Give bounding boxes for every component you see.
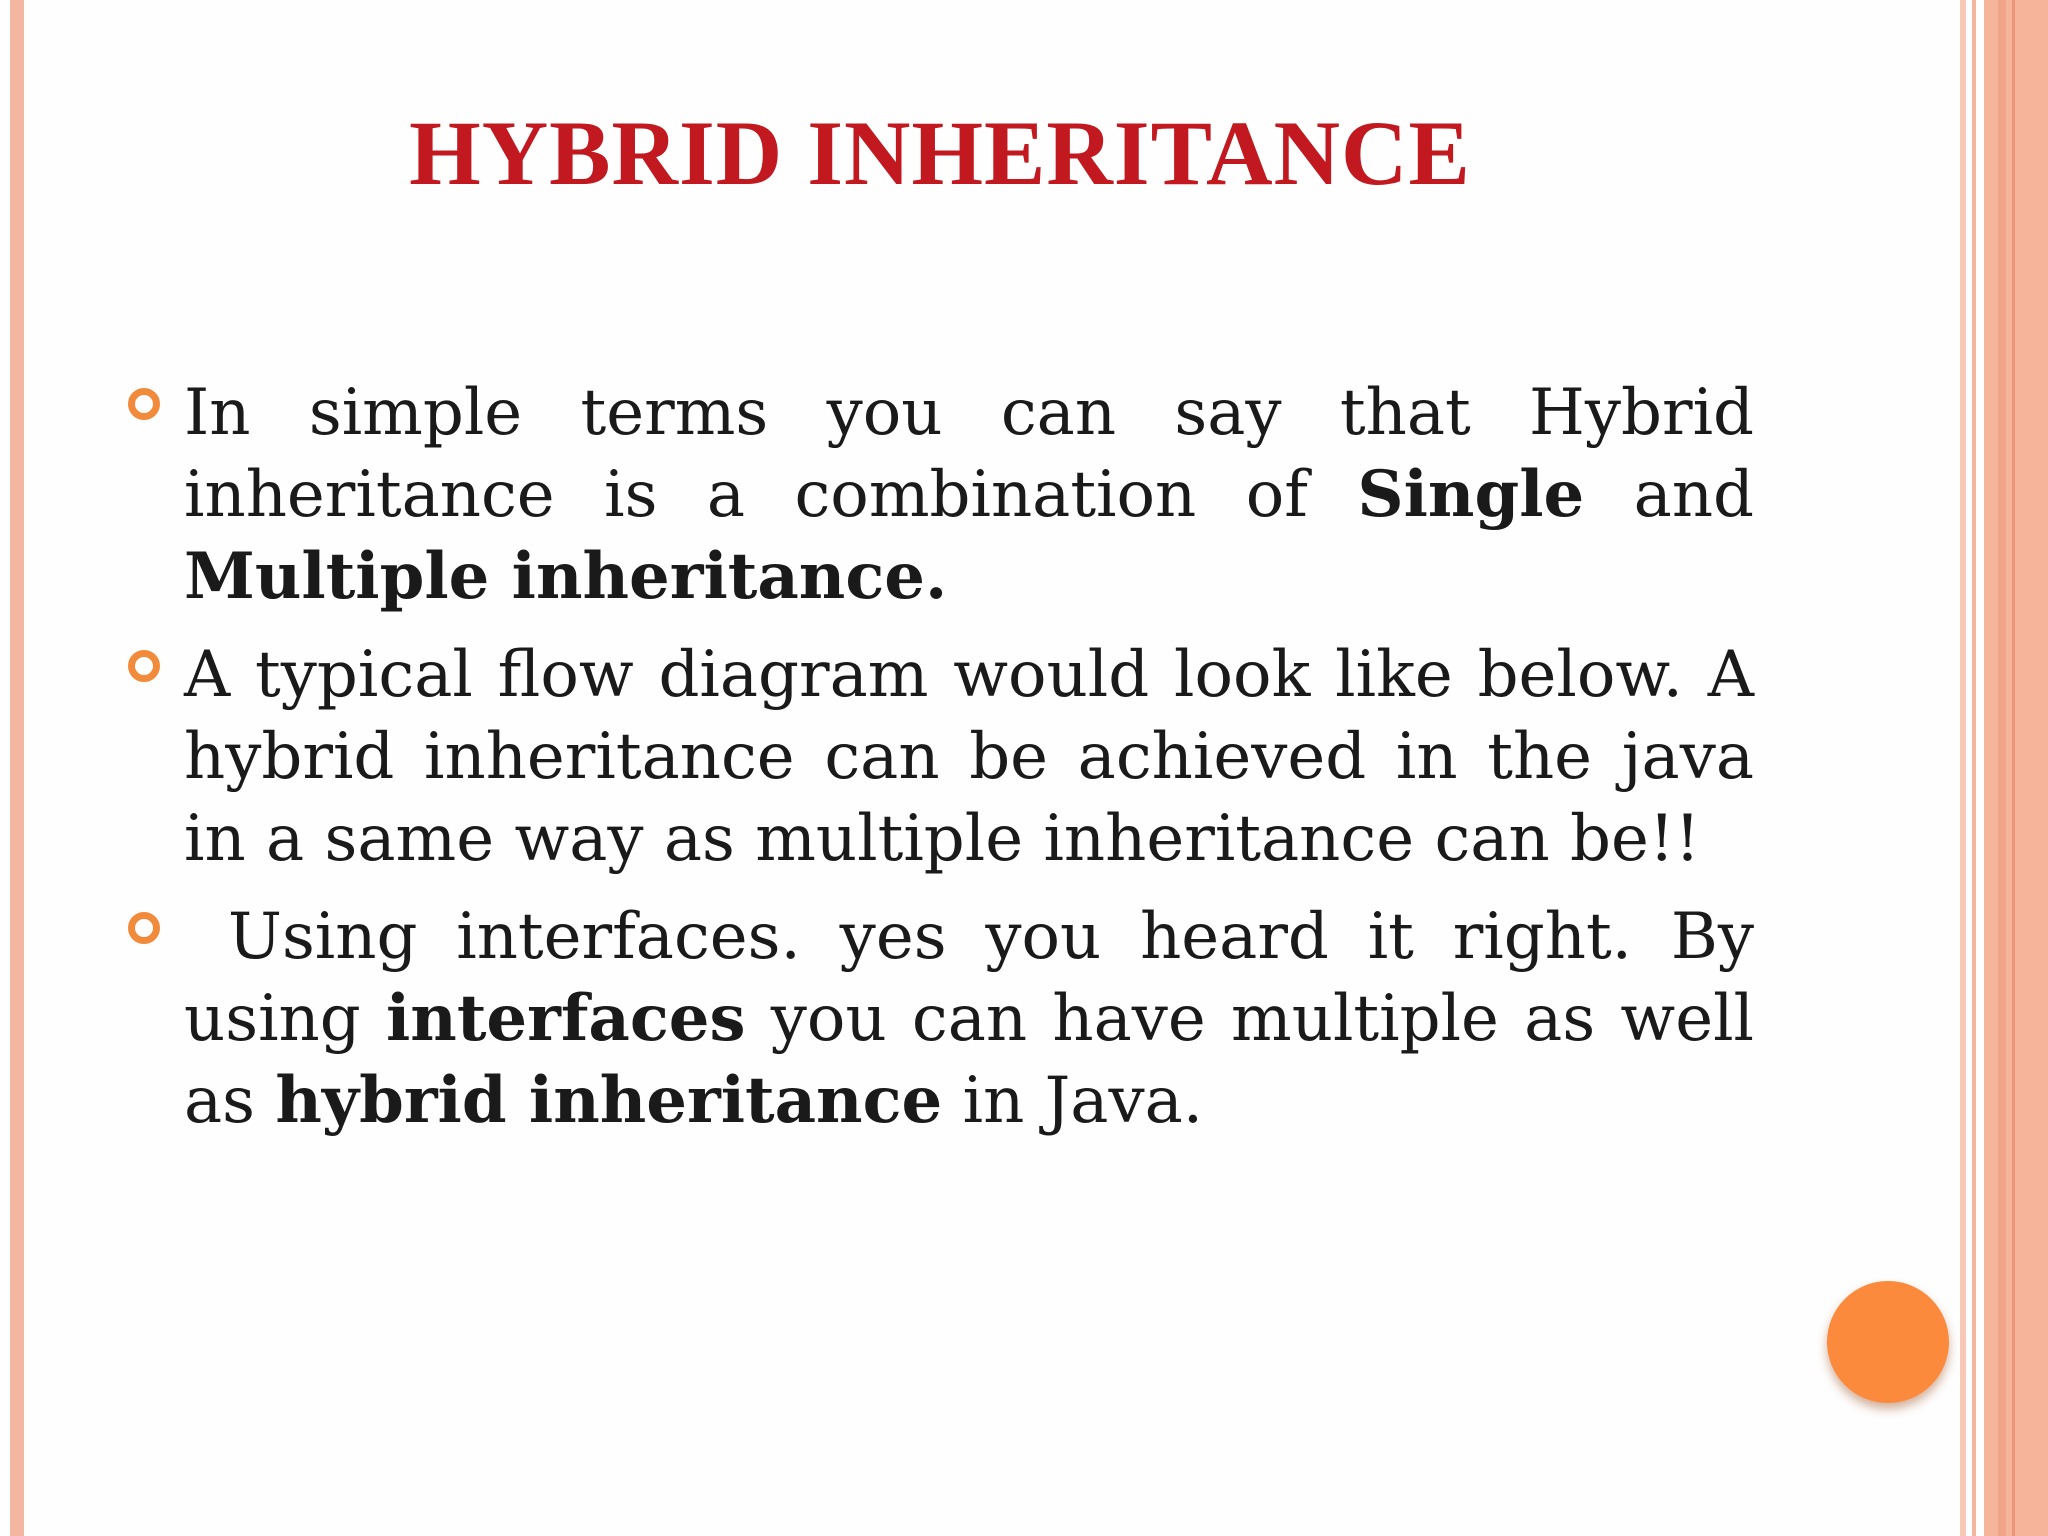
- bullet-text-bold: Single: [1357, 457, 1585, 532]
- bullet-text-segment: In simple terms you can say that Hybrid inheritance is a combination of: [184, 376, 1754, 532]
- bullet-text-segment: A typical flow diagram would look like below. A hybrid inheritance can be achieved in the java in a same way as multiple inheritance can be!!: [184, 638, 1754, 876]
- ring-bullet-icon: [128, 912, 160, 944]
- ring-bullet-icon: [128, 650, 160, 682]
- bullet-text: [184, 896, 1754, 1142]
- right-border-line: [1960, 0, 1966, 1536]
- bullet-text-bold: hybrid inheritance: [275, 1063, 943, 1138]
- right-border-line: [1972, 0, 1976, 1536]
- orange-circle: [1827, 1281, 1949, 1403]
- right-border-band: [1984, 0, 2048, 1536]
- left-border: [10, 0, 24, 1536]
- bullet-text-bold: interfaces: [385, 981, 746, 1056]
- bullet-text-bold: Multiple inheritance.: [184, 539, 948, 614]
- ring-bullet-icon: [128, 388, 160, 420]
- right-border-band-line: [2012, 0, 2015, 1536]
- bullet-text-segment: and: [1584, 458, 1755, 532]
- bullet-text-segment: you can have multiple as well as: [184, 982, 1755, 1138]
- bullet-item: [184, 634, 1754, 880]
- bullet-text-segment: in Java.: [942, 1064, 1204, 1138]
- bullet-text-segment: Using interfaces. yes you heard it right. By using: [184, 900, 1754, 1056]
- bullet-text: [184, 634, 1754, 880]
- bullet-item: [184, 896, 1754, 1142]
- slide-title: HYBRID INHERITANCE: [409, 102, 1471, 204]
- bullet-text: [184, 372, 1754, 618]
- bullet-list: [184, 372, 1754, 1158]
- bullet-item: [184, 372, 1754, 618]
